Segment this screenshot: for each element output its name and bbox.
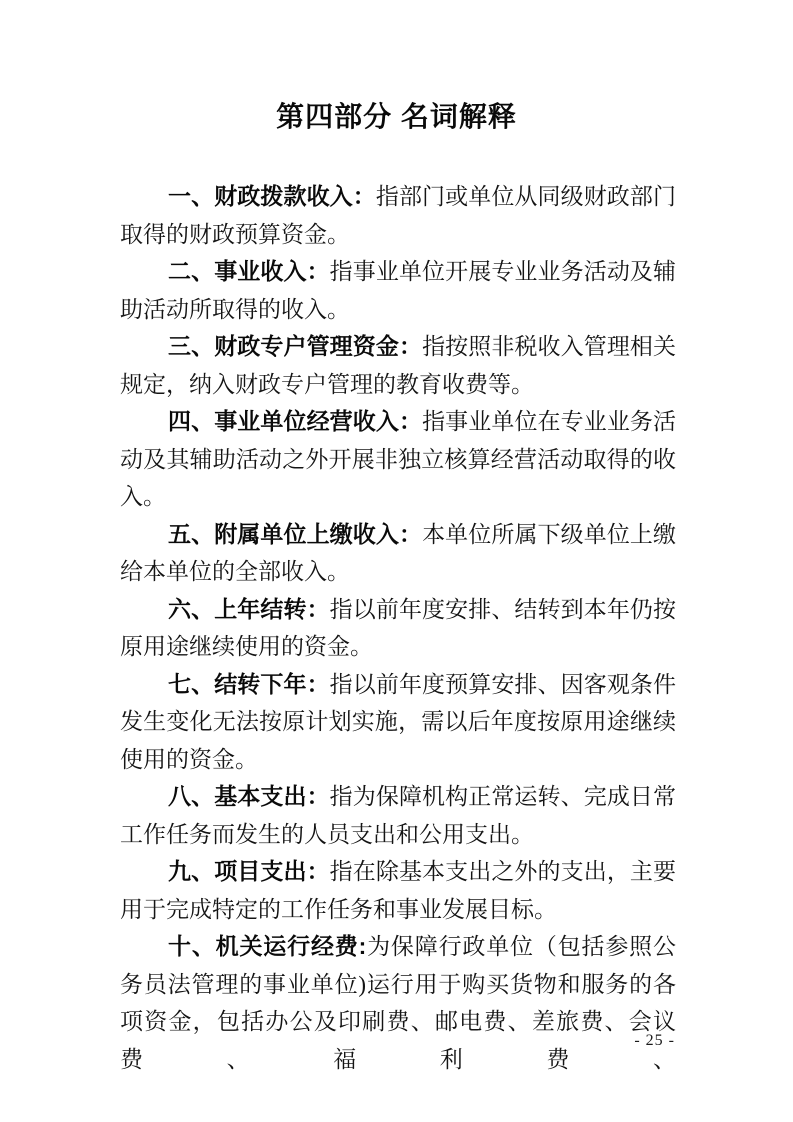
term-label: 一、财政拨款收入： — [168, 183, 376, 209]
term-paragraph — [120, 591, 676, 666]
term-paragraph — [120, 666, 676, 779]
term-definition: 指在除基本支出之外的支出，主要用于完成特定的工作任务和事业发展目标。 — [120, 859, 677, 922]
term-label: 五、附属单位上缴收入： — [168, 520, 423, 547]
terms-list — [120, 178, 676, 1078]
section-title: 第四部分 名词解释 — [276, 101, 517, 132]
term-definition: 指事业单位在专业业务活动及其辅助活动之外开展非独立核算经营活动取得的收入。 — [120, 409, 677, 509]
term-definition: 指部门或单位从同级财政部门取得的财政预算资金。 — [120, 184, 677, 247]
term-definition: 为保障行政单位（包括参照公务员法管理的事业单位)运行用于购买货物和服务的各项资金，包括办公及印刷费、邮电费、差旅费、会议费、福利费、 — [120, 934, 676, 1072]
term-label: 六、上年结转： — [168, 595, 330, 622]
term-paragraph — [120, 328, 676, 403]
term-label: 七、结转下年： — [168, 670, 330, 697]
term-paragraph — [120, 778, 676, 853]
term-definition: 指为保障机构正常运转、完成日常工作任务而发生的人员支出和公用支出。 — [120, 784, 677, 847]
term-label: 四、事业单位经营收入： — [168, 408, 423, 434]
term-paragraph — [120, 853, 676, 928]
term-definition: 指按照非税收入管理相关规定，纳入财政专户管理的教育收费等。 — [120, 334, 677, 397]
term-definition: 本单位所属下级单位上缴给本单位的全部收入。 — [120, 521, 677, 584]
term-definition: 指事业单位开展专业业务活动及辅助活动所取得的收入。 — [120, 259, 677, 322]
term-paragraph — [120, 178, 676, 253]
term-definition: 指以前年度安排、结转到本年仍按原用途继续使用的资金。 — [120, 596, 677, 659]
term-label: 十、机关运行经费: — [168, 933, 367, 959]
term-label: 三、财政专户管理资金： — [168, 333, 423, 359]
term-label: 二、事业收入： — [168, 258, 330, 284]
term-paragraph — [120, 928, 676, 1078]
term-definition: 指以前年度预算安排、因客观条件发生变化无法按原计划实施，需以后年度按原用途继续使用的资金。 — [120, 671, 677, 772]
term-paragraph — [120, 253, 676, 328]
term-label: 八、基本支出： — [168, 783, 330, 809]
page-number: - 25 - — [634, 1032, 675, 1049]
term-label: 九、项目支出： — [168, 858, 330, 884]
term-paragraph — [120, 516, 676, 591]
term-paragraph — [120, 403, 676, 516]
